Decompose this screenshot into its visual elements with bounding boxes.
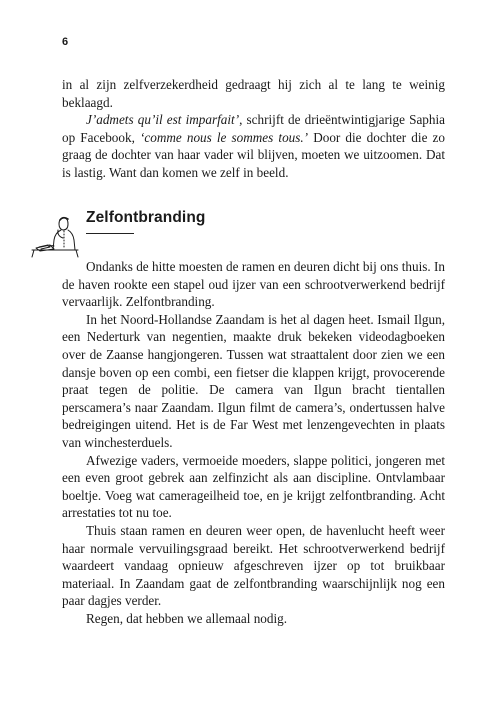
quote: J’admets qu’il est imparfait’: [86, 112, 240, 128]
paragraph: in al zijn zelfverzekerdheid gedraagt hij zich al te lang te weinig beklaagd.: [62, 77, 445, 110]
paragraph: In het Noord-Hollandse Zaandam is het al dagen heet. Ismail Ilgun, een Nederturk van negentien, maakte druk bekeken videodagboeken over de Zaanse hangjongeren. Tussen wat straattalent door zien we een dansje boven op een combi, een fietser die klappen krijgt, provocerende praat tegen de politie. De camera van Ilgun bracht tientallen perscamera’s naar Zaandam. Ilgun filmt de camera’s, ondertussen halve bedreigingen uitend. Het is de Far West met lenzengevechten in plaats van winchesterduels.: [62, 311, 445, 450]
section-body: [62, 258, 445, 627]
paragraph: Thuis staan ramen en deuren weer open, de havenlucht heeft weer haar normale vervuilingsgraad bereikt. Het schrootverwerkend bedrijf waardeert vandaag opnieuw afgeschreven ijzer op tot bruikbaar materiaal. In Zaandam gaat de zelfontbranding waarschijnlijk nog een paar dagjes verder.: [62, 522, 445, 609]
heading-underline: [86, 233, 134, 234]
paragraph-text: Door die dochter die zo graag de dochter van haar vader wil blijven, moeten we uitzoomen. Dat is lastig. Want dan komen we zelf in beeld.: [62, 129, 445, 180]
intro-text: [62, 76, 445, 182]
paragraph: Regen, dat hebben we allemaal nodig.: [86, 610, 288, 626]
quote: ‘comme nous le sommes tous.’: [140, 129, 309, 145]
paragraph-text: , schrijft de drieëntwintigjarige Saphia op Facebook,: [62, 112, 445, 145]
paragraph: [62, 111, 445, 181]
man-reading-at-desk-icon: [30, 212, 80, 258]
paragraph: Ondanks de hitte moesten de ramen en deuren dicht bij ons thuis. In de haven rookte een stapel oud ijzer van een schrootverwerkend bedrijf vervaarlijk. Zelfontbranding.: [62, 259, 445, 310]
paragraph: Afwezige vaders, vermoeide moeders, slappe politici, jongeren met een even groot gebrek aan zelfinzicht als aan discipline. Ontvlambaar boeltje. Voeg wat camerageilheid toe, en je krijgt zelfontbranding. Acht arrestaties tot nu toe.: [62, 452, 445, 521]
section-heading: Zelfontbranding: [86, 209, 206, 226]
page-number: 6: [62, 36, 69, 48]
